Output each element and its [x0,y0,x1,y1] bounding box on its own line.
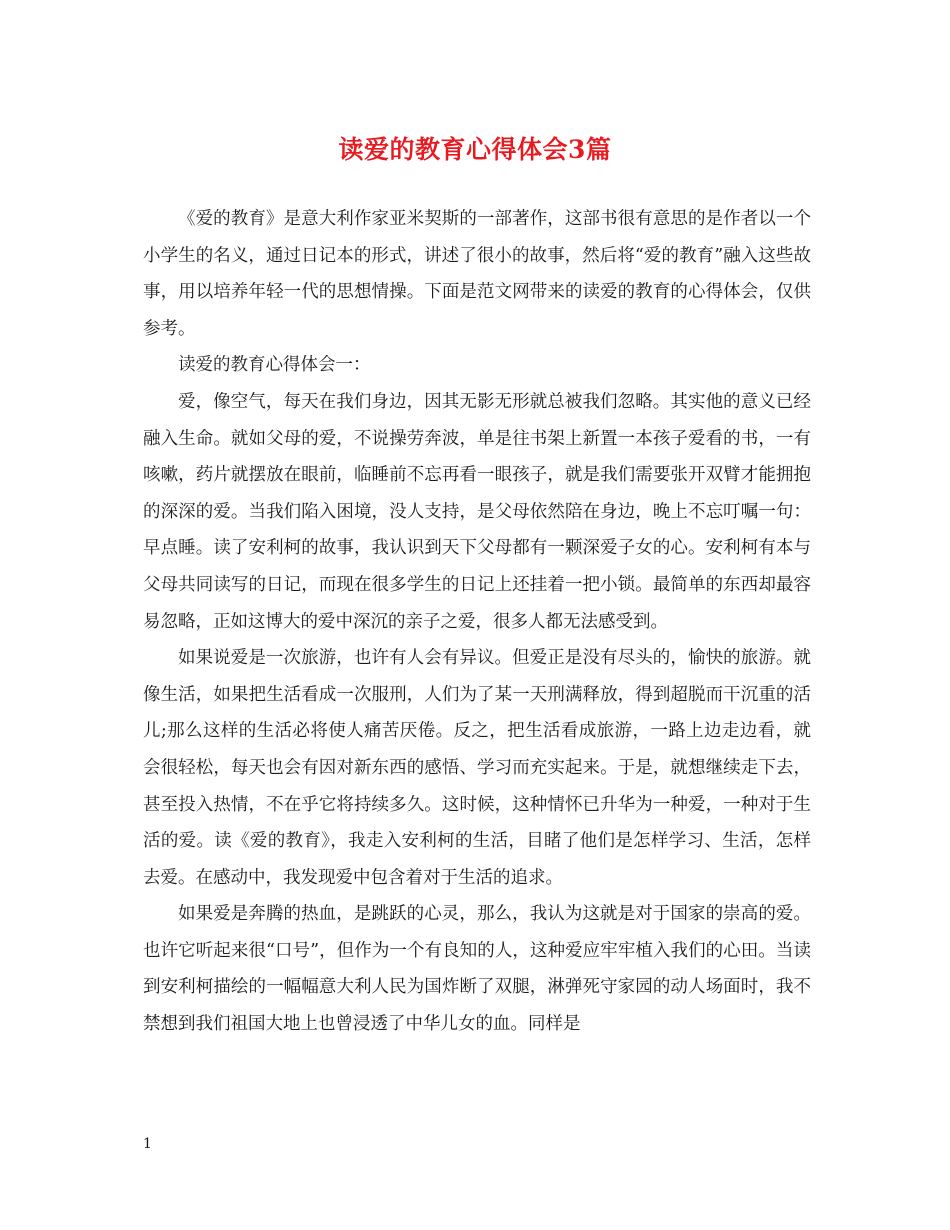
document-title: 读爱的教育心得体会3篇 [338,135,612,164]
section-heading-one: 读爱的教育心得体会一： [178,355,371,376]
paragraph-love-of-country: 如果爱是奔腾的热血，是跳跃的心灵，那么，我认为这就是对于国家的崇高的爱。也许它听起来很“口号”，但作为一个有良知的人，这种爱应牢牢植入我们的心田。当读到安利柯描绘的一幅幅意大利人民为国炸断了双腿，淋弹死守家园的动人场面时，我不禁想到我们祖国大地上也曾浸透了中华儿女的血。同样是 [143,904,811,1035]
paragraph-love-of-life: 如果说爱是一次旅游，也许有人会有异议。但爱正是没有尽头的，愉快的旅游。就像生活，如果把生活看成一次服刑，人们为了某一天刑满释放，得到超脱而干沉重的活儿;那么这样的生活必将使人痛苦厌倦。反之，把生活看成旅游，一路上边走边看，就会很轻松，每天也会有因对新东西的感悟、学习而充实起来。于是，就想继续走下去，甚至投入热情，不在乎它将持续多久。这时候，这种情怀已升华为一种爱，一种对于生活的爱。读《爱的教育》，我走入安利柯的生活，目睹了他们是怎样学习、生活，怎样去爱。在感动中，我发现爱中包含着对于生活的追求。 [143,648,811,888]
paragraph-parental-love: 爱，像空气，每天在我们身边，因其无影无形就总被我们忽略。其实他的意义已经融入生命。就如父母的爱，不说操劳奔波，单是往书架上新置一本孩子爱看的书，一有咳嗽，药片就摆放在眼前，临睡前不忘再看一眼孩子，就是我们需要张开双臂才能拥抱的深深的爱。当我们陷入困境，没人支持，是父母依然陪在身边，晚上不忘叮嘱一句：早点睡。读了安利柯的故事，我认识到天下父母都有一颗深爱子女的心。安利柯有本与父母共同读写的日记，而现在很多学生的日记上还挂着一把小锁。最简单的东西却最容易忽略，正如这博大的爱中深沉的亲子之爱，很多人都无法感受到。 [143,391,811,632]
page-number: 1 [143,1136,152,1152]
document-body [143,201,811,1043]
paragraph-intro: 《爱的教育》是意大利作家亚米契斯的一部著作，这部书很有意思的是作者以一个小学生的名义，通过日记本的形式，讲述了很小的故事，然后将“爱的教育”融入这些故事，用以培养年轻一代的思想情操。下面是范文网带来的读爱的教育的心得体会，仅供参考。 [143,209,811,339]
